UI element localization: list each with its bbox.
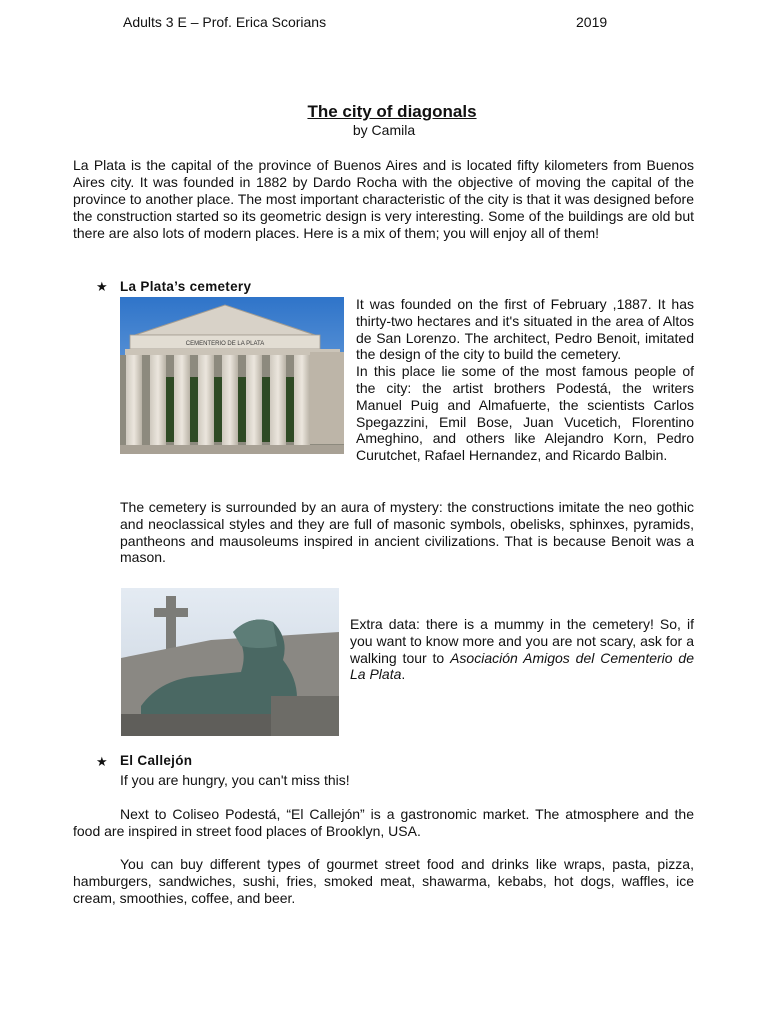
cemetery-portico-photo: [120, 297, 344, 454]
callejon-paragraph-market: Next to Coliseo Podestá, “El Callejón” is a gastronomic market. The atmosphere and the food are inspired in street food places of Brooklyn, USA.: [73, 806, 694, 839]
intro-paragraph: La Plata is the capital of the province of Buenos Aires and is located fifty kilometers from Buenos Aires city. It was founded in 1882 by Dardo Rocha with the objective of moving the capital of the province to another place. The most important characteristic of the city is that it was designed before the construction started so its geometric design is very interesting. Some of the buildings are old but there are also lots of modern places. Here is a mix of them; you will enjoy all of them!: [73, 157, 694, 241]
section-title-cemetery: La Plata’s cemetery: [120, 279, 252, 294]
portico-inscription: CEMENTERIO DE LA PLATA: [185, 341, 265, 347]
star-bullet-icon: ★: [96, 279, 108, 294]
extra-text: Extra data: there is a mummy in the cemetery! So, if you want to know more and you are not scary, ask for a walking tour to: [350, 616, 694, 666]
header-course: Adults 3 E – Prof. Erica Scorians: [123, 14, 327, 30]
cemetery-extra-data: [350, 616, 694, 683]
article-byline: by Camila: [352, 122, 416, 138]
cemetery-paragraph-famous: In this place lie some of the most famous people of the city: the artist brothers Podestá, the writers Manuel Puig and Almafuerte, the scientists Carlos Spegazzini, Emil Bose, Juan Vucetich, Florentino Ameghino, and others like Alejandro Korn, Pedro Curutchet, Rafael Hernandez, and Ricardo Balbin.: [356, 363, 694, 464]
sphinx-statue-photo: [121, 588, 339, 736]
star-bullet-icon: ★: [96, 754, 108, 769]
tour-association-name: Asociación Amigos del Cementerio de La Plata: [350, 649, 694, 683]
cemetery-paragraph-founding: It was founded on the first of February ,1887. It has thirty-two hectares and it's situated in the area of Altos de San Lorenzo. The architect, Pedro Benoit, imitated the design of the city to build the cemetery.: [356, 296, 694, 363]
extra-suffix: .: [401, 666, 406, 683]
callejon-paragraph-food: You can buy different types of gourmet street food and drinks like wraps, pasta, pizza, hamburgers, sandwiches, sushi, fries, smoked meat, shawarma, kebabs, hot dogs, waffles, ice cream, smoothies, coffee, and beer.: [73, 856, 694, 906]
cemetery-paragraph-mystery: The cemetery is surrounded by an aura of mystery: the constructions imitate the neo gothic and neoclassical styles and they are full of masonic symbols, obelisks, sphinxes, pyramids, pantheons and mausoleums inspired in ancient civilizations. That is because Benoit was a mason.: [120, 499, 694, 566]
callejon-subtitle: If you are hungry, you can't miss this!: [120, 772, 350, 788]
header-year: 2019: [576, 14, 608, 30]
article-title: The city of diagonals: [307, 102, 477, 121]
section-title-callejon: El Callejón: [120, 753, 193, 768]
